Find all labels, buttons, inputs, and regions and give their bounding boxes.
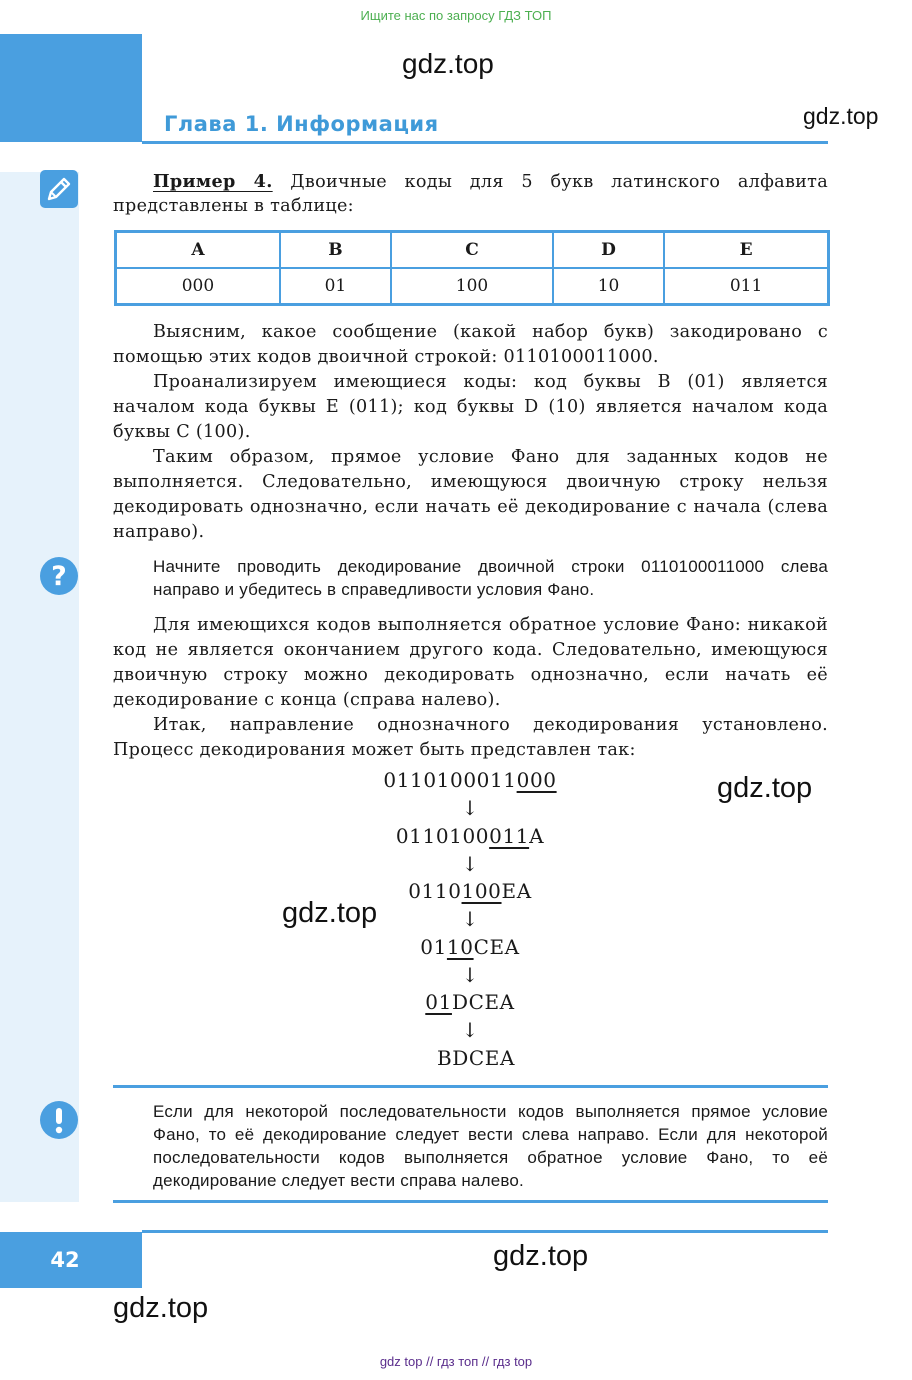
note-text: Если для некоторой последовательности кодов выполняется прямое условие Фано, то её декодирование следует вести слева направо. Если для некоторой последовательности кодов выполняется обратное условие Фано, то её декодирование следует вести справа налево. xyxy=(153,1102,828,1190)
table-cell: 01 xyxy=(280,268,391,305)
svg-text:?: ? xyxy=(51,561,67,592)
watermark: gdz.top xyxy=(803,103,879,129)
exclamation-icon xyxy=(40,1101,78,1139)
table-row xyxy=(116,232,829,269)
watermark: gdz.top xyxy=(282,897,378,929)
down-arrow-icon: ↓ xyxy=(461,852,479,876)
step-letters: CEA xyxy=(473,935,520,959)
chapter-rule xyxy=(142,141,828,144)
example-intro-line1: Двоичные коды для 5 букв латинского алфавита xyxy=(272,172,829,192)
table-header-cell: E xyxy=(664,232,828,269)
question-icon xyxy=(40,557,78,595)
example-label: Пример 4. xyxy=(153,171,273,192)
decoding-step-1 xyxy=(300,768,640,792)
step-text: 0110 xyxy=(408,879,462,903)
step-text: 01 xyxy=(420,935,447,959)
table-cell: 10 xyxy=(553,268,664,305)
page-number: 42 xyxy=(0,1232,142,1288)
table-cell: 100 xyxy=(391,268,553,305)
table-cell: 000 xyxy=(116,268,280,305)
watermark: gdz.top xyxy=(113,1292,209,1324)
bottom-footer: gdz top // гдз топ // гдз top xyxy=(379,1354,533,1369)
table-header-cell: A xyxy=(116,232,280,269)
pencil-icon xyxy=(40,170,78,208)
decoding-step-4 xyxy=(300,935,640,959)
note-bottom-rule xyxy=(113,1200,828,1203)
example-intro xyxy=(113,169,828,195)
chapter-color-block xyxy=(0,34,142,142)
step-underlined: 10 xyxy=(446,935,474,959)
step-letters: EA xyxy=(501,879,532,903)
step-letters: DCEA xyxy=(451,990,515,1014)
decoding-step-5 xyxy=(300,990,640,1014)
paragraph-1: Выясним, какое сообщение (какой набор букв) закодировано с помощью этих кодов двоичной строкой: 0110100011000. xyxy=(113,322,828,367)
paragraph-5: Итак, направление однозначного декодирования установлено. Процесс декодирования может быть представлен так: xyxy=(113,715,828,760)
table-header-cell: B xyxy=(280,232,391,269)
down-arrow-icon: ↓ xyxy=(461,907,479,931)
watermark: gdz.top xyxy=(493,1240,589,1272)
question-text: Начните проводить декодирование двоичной строки 0110100011000 слева направо и убедитесь в справедливости условия Фано. xyxy=(153,557,828,599)
decoding-step-2 xyxy=(300,824,640,848)
watermark: gdz.top xyxy=(717,772,813,804)
chapter-title: Глава 1. Информация xyxy=(164,112,439,136)
note-top-rule xyxy=(113,1085,828,1088)
table-header-cell: C xyxy=(391,232,553,269)
footer-rule xyxy=(142,1230,828,1233)
watermark: gdz.top xyxy=(402,48,494,79)
step-underlined: 100 xyxy=(461,879,502,903)
decoding-result: BDCEA xyxy=(436,1046,516,1070)
table-header-cell: D xyxy=(553,232,664,269)
paragraph-4: Для имеющихся кодов выполняется обратное условие Фано: никакой код не является окончанием другого кода. Следовательно, имеющуюся двоичную строку можно декодировать однозначно, если начать её декодирование с конца (справа налево). xyxy=(113,615,828,710)
table-row xyxy=(116,268,829,305)
code-table xyxy=(114,230,830,306)
paragraph-3: Таким образом, прямое условие Фано для заданных кодов не выполняется. Следовательно, имеющуюся двоичную строку нельзя декодировать однозначно, если начать её декодирование с начала (слева направо). xyxy=(113,447,828,542)
step-letters: A xyxy=(529,824,545,848)
step-underlined: 011 xyxy=(489,824,530,848)
example-intro-line2: представлены в таблице: xyxy=(113,196,354,216)
down-arrow-icon: ↓ xyxy=(461,1018,479,1042)
step-text: 0110100011 xyxy=(383,768,517,792)
top-banner: Ищите нас по запросу ГДЗ ТОП xyxy=(360,8,552,23)
down-arrow-icon: ↓ xyxy=(461,963,479,987)
paragraph-2: Проанализируем имеющиеся коды: код буквы B (01) является началом кода буквы E (011); код буквы D (10) является началом кода буквы C (100). xyxy=(113,372,828,442)
step-text: 0110100 xyxy=(395,824,490,848)
step-underlined: 01 xyxy=(425,990,452,1014)
down-arrow-icon: ↓ xyxy=(461,796,479,820)
step-underlined: 000 xyxy=(516,768,557,792)
table-cell: 011 xyxy=(664,268,828,305)
left-margin-strip xyxy=(0,172,79,1202)
